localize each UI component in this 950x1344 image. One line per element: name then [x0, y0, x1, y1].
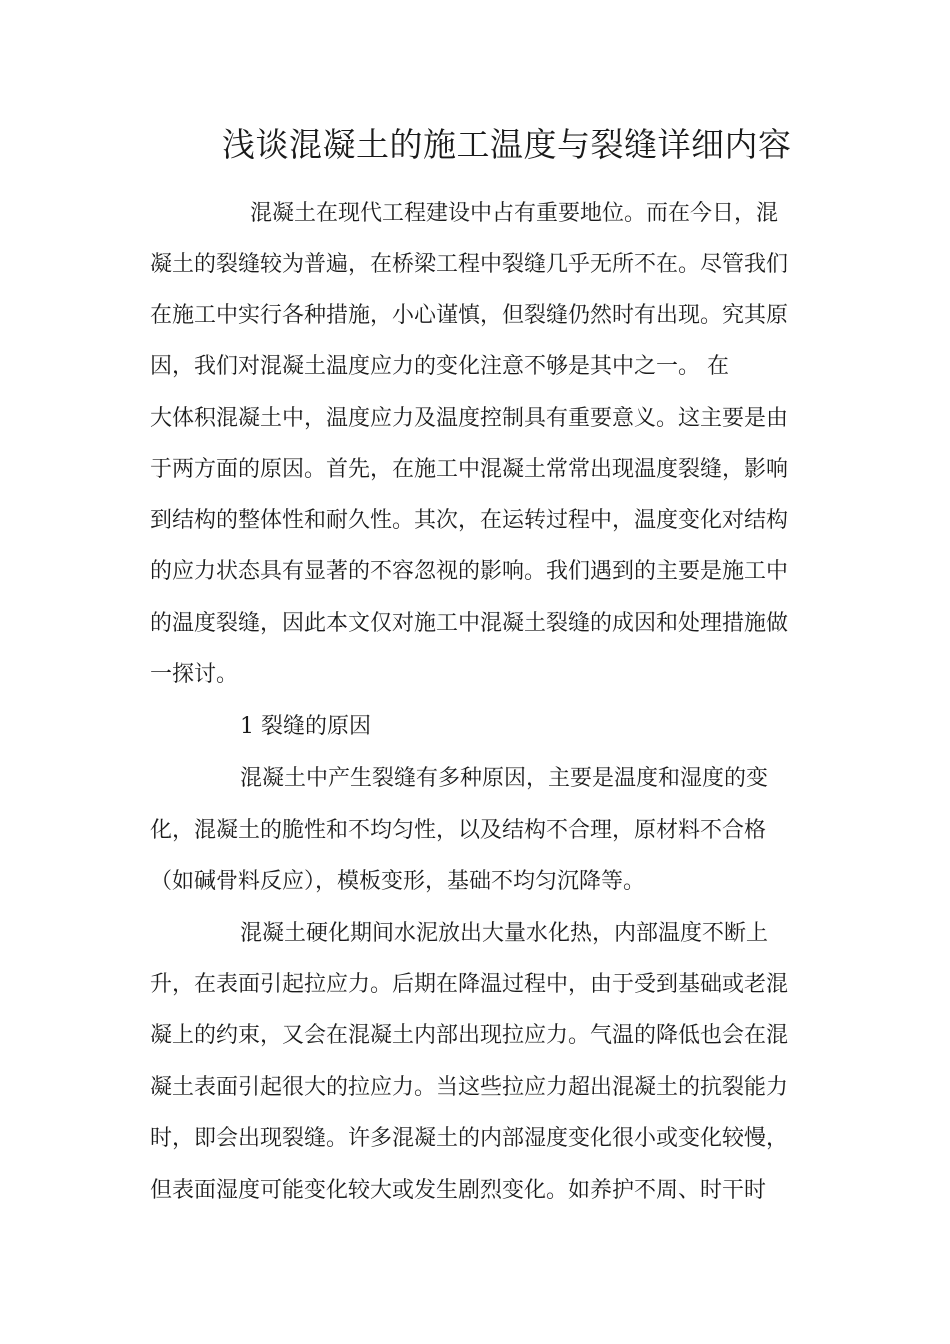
text-line: 但表面湿度可能变化较大或发生剧烈变化。如养护不周、时干时 — [150, 1178, 767, 1203]
text-line: 化，混凝土的脆性和不均匀性，以及结构不合理，原材料不合格 — [150, 818, 767, 843]
section-heading: 1 裂缝的原因 — [240, 714, 371, 739]
text-line: 在施工中实行各种措施，小心谨慎，但裂缝仍然时有出现。究其原 — [150, 303, 789, 328]
text-line: 升，在表面引起拉应力。后期在降温过程中，由于受到基础或老混 — [150, 972, 789, 997]
text-line: 混凝土硬化期间水泥放出大量水化热，内部温度不断上 — [240, 921, 769, 946]
text-line: （如碱骨料反应），模板变形，基础不均匀沉降等。 — [150, 869, 646, 894]
text-line: 大体积混凝土中，温度应力及温度控制具有重要意义。这主要是由 — [150, 406, 789, 431]
text-line: 时，即会出现裂缝。许多混凝土的内部湿度变化很小或变化较慢， — [150, 1126, 789, 1151]
text-line: 凝土表面引起很大的拉应力。当这些拉应力超出混凝土的抗裂能力 — [150, 1075, 789, 1100]
text-line: 混凝土中产生裂缝有多种原因，主要是温度和湿度的变 — [240, 766, 769, 791]
document-title: 浅谈混凝土的施工温度与裂缝详细内容 — [222, 125, 792, 164]
text-line: 凝土的裂缝较为普遍，在桥梁工程中裂缝几乎无所不在。尽管我们 — [150, 252, 789, 277]
text-line: 一探讨。 — [150, 662, 239, 687]
text-line: 到结构的整体性和耐久性。其次，在运转过程中，温度变化对结构 — [150, 508, 789, 533]
text-line: 凝上的约束，又会在混凝土内部出现拉应力。气温的降低也会在混 — [150, 1023, 789, 1048]
text-line: 因，我们对混凝土温度应力的变化注意不够是其中之一。 在 — [150, 354, 729, 379]
text-line: 的温度裂缝，因此本文仅对施工中混凝土裂缝的成因和处理措施做 — [150, 611, 789, 636]
text-line: 于两方面的原因。首先，在施工中混凝土常常出现温度裂缝，影响 — [150, 457, 789, 482]
text-line: 的应力状态具有显著的不容忽视的影响。我们遇到的主要是施工中 — [150, 559, 789, 584]
text-line: 混凝土在现代工程建设中占有重要地位。而在今日，混 — [250, 201, 779, 226]
